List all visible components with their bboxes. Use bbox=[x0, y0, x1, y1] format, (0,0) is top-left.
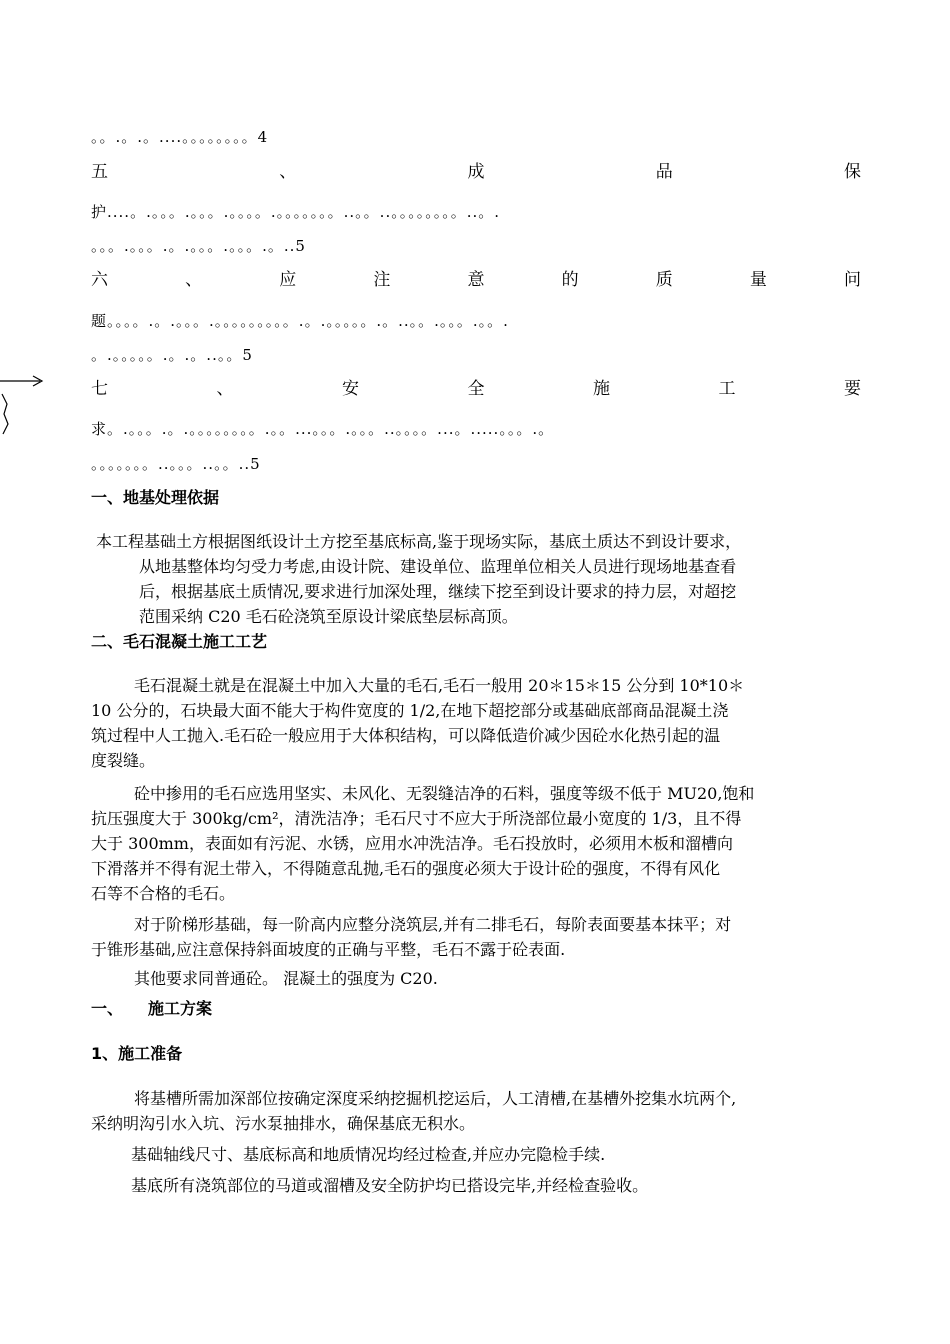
section-2-para-1-line: 筑过程中人工抛入.毛石砼一般应用于大体积结构，可以降低造价减少因砼水化热引起的温 bbox=[91, 726, 721, 745]
section-1-line: 后，根据基底土质情况,要求进行加深处理，继续下挖至到设计要求的持力层，对超挖 bbox=[139, 582, 737, 601]
toc-item-7-cont: 求。.。。。.。.。。。。。。。。.。。...。。。.。。。..。。。。...。.....。。。.。 bbox=[91, 420, 555, 438]
section-2-para-3-line: 于锥形基础,应注意保持斜面坡度的正确与平整，毛石不露于砼表面. bbox=[91, 940, 566, 959]
section-2-para-2-line: 下滑落并不得有泥土带入，不得随意乱抛,毛石的强度必须大于设计砼的强度，不得有风化 bbox=[91, 859, 721, 878]
section-2-para-2-line: 大于 300mm，表面如有污泥、水锈，应用水冲洗洁净。毛石投放时，必须用木板和溜槽向 bbox=[91, 834, 733, 853]
section-2-para-2-line: 抗压强度大于 300kg/cm²，清洗洁净；毛石尺寸不应大于所浇部位最小宽度的 1/3，且不得 bbox=[91, 809, 742, 828]
section-2-para-1-line: 毛石混凝土就是在混凝土中加入大量的毛石,毛石一般用 20＊15＊15 公分到 10*10＊ bbox=[134, 676, 745, 695]
toc-item-6: 六 、 应 注 意 的 质 量 问 bbox=[91, 270, 861, 290]
subsection-1-title: 1、施工准备 bbox=[91, 1044, 183, 1063]
toc-item-5-page: 。。。.。。。.。.。。。.。。。.。..5 bbox=[91, 237, 306, 255]
subsection-1-para-3: 基底所有浇筑部位的马道或溜槽及安全防护均已搭设完毕,并经检查验收。 bbox=[131, 1176, 649, 1195]
section-1-title: 一、地基处理依据 bbox=[91, 488, 220, 507]
toc-item-6-page: 。.。。。。。.。.。..。。5 bbox=[91, 346, 253, 364]
toc-item-6-cont: 题。。。。.。.。。。.。。。。。。。。。.。.。。。。。.。..。。.。。。.。。. bbox=[91, 312, 509, 330]
toc-item-7-page: 。。。。。。。..。。。..。。..5 bbox=[91, 455, 261, 473]
subsection-1-para-2: 基础轴线尺寸、基底标高和地质情况均经过检查,并应办完隐检手续. bbox=[131, 1145, 606, 1164]
toc-dots-line: 。。.。.。....。。。。。。。。4 bbox=[91, 128, 269, 146]
section-1-line: 从地基整体均匀受力考虑,由设计院、建设单位、监理单位相关人员进行现场地基查看 bbox=[139, 557, 737, 576]
section-1-line: 本工程基础土方根据图纸设计土方挖至基底标高,鉴于现场实际，基底土质达不到设计要求， bbox=[96, 532, 742, 551]
section-2-para-2-line: 砼中掺用的毛石应选用坚实、未风化、无裂缝洁净的石料，强度等级不低于 MU20,饱和 bbox=[134, 784, 755, 803]
toc-item-7: 七 、 安 全 施 工 要 bbox=[91, 379, 861, 399]
section-1-line: 范围采纳 C20 毛石砼浇筑至原设计梁底垫层标高顶。 bbox=[139, 607, 518, 626]
subsection-1-para-1-line: 将基槽所需加深部位按确定深度采纳挖掘机挖运后，人工清槽,在基槽外挖集水坑两个, bbox=[134, 1089, 737, 1108]
section-2-para-1-line: 10 公分的，石块最大面不能大于构件宽度的 1/2,在地下超挖部分或基础底部商品混凝土浇 bbox=[91, 701, 729, 720]
section-3-title: 施工方案 bbox=[148, 999, 213, 1018]
section-2-para-2-line: 石等不合格的毛石。 bbox=[91, 884, 236, 903]
margin-arrow-icon bbox=[0, 372, 48, 442]
section-2-para-4: 其他要求同普通砼。 混凝土的强度为 C20. bbox=[134, 969, 438, 988]
subsection-1-para-1-line: 采纳明沟引水入坑、污水泵抽排水，确保基底无积水。 bbox=[91, 1114, 476, 1133]
toc-item-5-cont: 护....。.。。。.。。。.。。。。.。。。。。。。..。。..。。。。。。。。..。. bbox=[91, 203, 501, 221]
toc-item-5: 五 、 成 品 保 bbox=[91, 162, 861, 182]
section-2-title: 二、毛石混凝土施工工艺 bbox=[91, 632, 268, 651]
section-2-para-3-line: 对于阶梯形基础，每一阶高内应整分浇筑层,并有二排毛石，每阶表面要基本抹平；对 bbox=[134, 915, 732, 934]
section-2-para-1-line: 度裂缝。 bbox=[91, 751, 156, 770]
section-3-title-number: 一、 bbox=[91, 999, 124, 1018]
